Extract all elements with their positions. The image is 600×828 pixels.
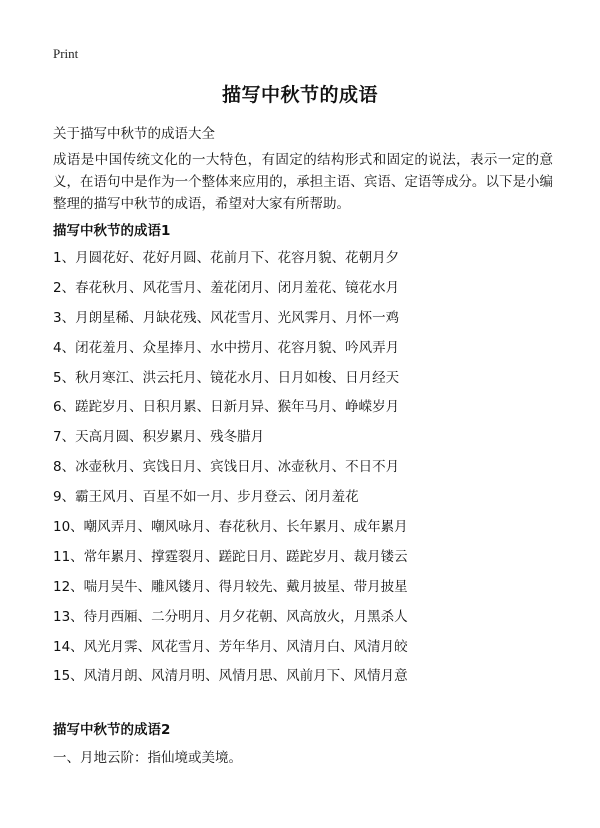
list-item: 8、冰壶秋月、宾饯日月、宾饯日月、冰壶秋月、不日不月 — [53, 459, 400, 476]
list-item: 1、月圆花好、花好月圆、花前月下、花容月貌、花朝月夕 — [53, 250, 400, 266]
page-title: 描写中秋节的成语 — [221, 84, 378, 106]
list-item: 3、月朗星稀、月缺花残、风花雪月、光风霁月、月怀一鸡 — [53, 309, 400, 326]
list-item: 13、待月西厢、二分明月、月夕花朝、风高放火，月黑杀人 — [53, 608, 408, 625]
list-item: 5、秋月寒江、洪云托月、镜花水月、日月如梭、日月经天 — [53, 369, 400, 386]
list-item: 10、嘲风弄月、嘲风咏月、春花秋月、长年累月、成年累月 — [53, 519, 408, 536]
list-item: 15、风清月朗、风清月明、风情月思、风前月下、风情月意 — [53, 668, 408, 685]
list-item: 14、风光月霁、风花雪月、芳年华月、风清月白、风清月皎 — [53, 638, 408, 655]
page-subtitle: 关于描写中秋节的成语大全 — [53, 126, 215, 142]
list-item: 7、天高月圆、积岁累月、残冬腊月 — [53, 429, 265, 446]
list-item: 4、闭花羞月、众星捧月、水中捞月、花容月貌、吟风弄月 — [53, 339, 400, 356]
list-item: 12、喘月吴牛、雕风镂月、得月较先、戴月披星、带月披星 — [53, 578, 408, 595]
section2-first-line: 一、月地云阶：指仙境或美境。 — [53, 750, 242, 766]
list-item: 11、常年累月、撑霆裂月、蹉跎日月、蹉跎岁月、裁月镂云 — [53, 548, 408, 565]
print-link[interactable]: Print — [53, 46, 79, 61]
section-heading-1: 描写中秋节的成语1 — [53, 223, 171, 239]
intro-paragraph: 成语是中国传统文化的一大特色，有固定的结构形式和固定的说法，表示一定的意义，在语句中是作为一个整体来应用的，承担主语、宾语、定语等成分。以下是小编整理的描写中秋节的成语，希望对大家有所帮助。 — [53, 152, 553, 212]
section-heading-2: 描写中秋节的成语2 — [53, 722, 171, 738]
list-item: 2、春花秋月、风花雪月、羞花闭月、闭月羞花、镜花水月 — [53, 279, 400, 296]
list-item: 6、蹉跎岁月、日积月累、日新月异、猴年马月、峥嵘岁月 — [53, 399, 400, 416]
list-item: 9、霸王风月、百星不如一月、步月登云、闭月羞花 — [53, 489, 359, 506]
idiom-list — [53, 247, 408, 695]
